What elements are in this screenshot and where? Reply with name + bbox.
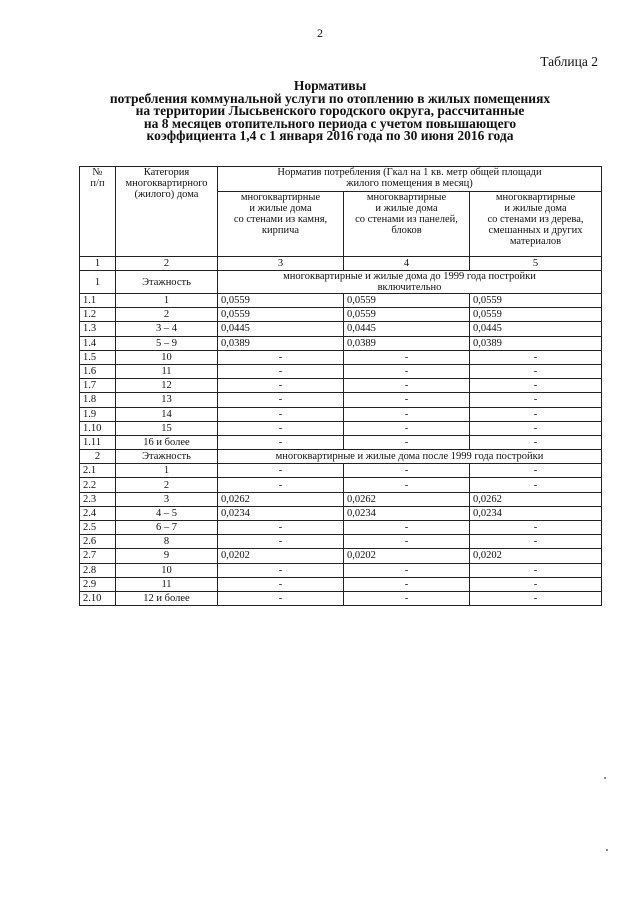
value-stone-brick: -: [218, 421, 344, 435]
value-stone-brick: -: [218, 478, 344, 492]
row-category: 2: [116, 308, 218, 322]
value-stone-brick: -: [218, 464, 344, 478]
value-stone-brick: 0,0559: [218, 308, 344, 322]
row-category: 12 и более: [116, 591, 218, 605]
row-category: 13: [116, 393, 218, 407]
row-category: 9: [116, 549, 218, 563]
value-wood-mixed: -: [470, 535, 602, 549]
row-num: 1.2: [80, 308, 116, 322]
column-number: 1: [80, 257, 116, 271]
scan-speck: [604, 777, 606, 779]
value-stone-brick: 0,0389: [218, 336, 344, 350]
header-num: № п/п: [80, 167, 116, 257]
row-num: 1.11: [80, 435, 116, 449]
table-row: [80, 407, 602, 421]
value-panel-block: 0,0559: [344, 308, 470, 322]
value-wood-mixed: -: [470, 591, 602, 605]
table-row: [80, 549, 602, 563]
value-stone-brick: 0,0262: [218, 492, 344, 506]
title-line: потребления коммунальной услуги по отоплению в жилых помещениях: [109, 90, 551, 106]
value-panel-block: -: [344, 563, 470, 577]
table-row: [80, 294, 602, 308]
row-category: 16 и более: [116, 435, 218, 449]
row-num: 2.5: [80, 521, 116, 535]
column-number-row: [80, 257, 602, 271]
row-category: 14: [116, 407, 218, 421]
value-stone-brick: 0,0234: [218, 506, 344, 520]
row-category: 4 – 5: [116, 506, 218, 520]
value-panel-block: -: [344, 407, 470, 421]
column-number: 2: [116, 257, 218, 271]
row-category: 11: [116, 577, 218, 591]
value-wood-mixed: -: [470, 464, 602, 478]
section-title: [218, 450, 602, 464]
value-wood-mixed: -: [470, 364, 602, 378]
value-stone-brick: -: [218, 379, 344, 393]
row-num: 1.4: [80, 336, 116, 350]
column-number: 4: [344, 257, 470, 271]
row-num: 2.8: [80, 563, 116, 577]
value-wood-mixed: -: [470, 407, 602, 421]
value-panel-block: 0,0445: [344, 322, 470, 336]
table-row: [80, 393, 602, 407]
table-row: [80, 478, 602, 492]
table-row: [80, 464, 602, 478]
value-panel-block: -: [344, 535, 470, 549]
row-num: 2.7: [80, 549, 116, 563]
section-title-line: многоквартирные и жилые дома после 1999 года постройки: [275, 451, 544, 463]
value-wood-mixed: -: [470, 478, 602, 492]
section-category: Этажность: [116, 271, 218, 294]
value-wood-mixed: -: [470, 393, 602, 407]
value-panel-block: 0,0234: [344, 506, 470, 520]
row-num: 2.2: [80, 478, 116, 492]
value-panel-block: 0,0202: [344, 549, 470, 563]
value-wood-mixed: 0,0445: [470, 322, 602, 336]
header-category: Категория многоквартирного (жилого) дома: [116, 167, 218, 257]
row-num: 1.6: [80, 364, 116, 378]
value-stone-brick: -: [218, 521, 344, 535]
value-stone-brick: 0,0445: [218, 322, 344, 336]
row-num: 2.9: [80, 577, 116, 591]
title-line: на 8 месяцев отопительного периода с учетом повышающего: [143, 115, 517, 131]
value-stone-brick: 0,0202: [218, 549, 344, 563]
value-panel-block: -: [344, 379, 470, 393]
row-num: 2.6: [80, 535, 116, 549]
row-category: 11: [116, 364, 218, 378]
title-line: Нормативы: [293, 78, 367, 93]
title-line: коэффициента 1,4 с 1 января 2016 года по 30 июня 2016 года: [146, 128, 514, 143]
value-stone-brick: -: [218, 393, 344, 407]
row-num: 2.10: [80, 591, 116, 605]
value-panel-block: -: [344, 521, 470, 535]
value-wood-mixed: 0,0202: [470, 549, 602, 563]
row-num: 1.3: [80, 322, 116, 336]
table-row: [80, 364, 602, 378]
table-row: [80, 535, 602, 549]
header-col5: многоквартирные и жилые дома со стенами из дерева, смешанных и других материалов: [470, 192, 602, 257]
value-wood-mixed: -: [470, 421, 602, 435]
table-row: [80, 336, 602, 350]
value-wood-mixed: 0,0389: [470, 336, 602, 350]
value-wood-mixed: -: [470, 435, 602, 449]
value-panel-block: -: [344, 350, 470, 364]
row-num: 1.7: [80, 379, 116, 393]
value-wood-mixed: -: [470, 350, 602, 364]
row-category: 3 – 4: [116, 322, 218, 336]
table-row: [80, 492, 602, 506]
value-wood-mixed: 0,0262: [470, 492, 602, 506]
value-stone-brick: -: [218, 364, 344, 378]
scan-speck: [606, 849, 608, 851]
row-category: 6 – 7: [116, 521, 218, 535]
norms-table: [79, 166, 602, 606]
value-panel-block: -: [344, 464, 470, 478]
row-num: 2.1: [80, 464, 116, 478]
value-panel-block: -: [344, 435, 470, 449]
value-stone-brick: -: [218, 563, 344, 577]
table-row: [80, 379, 602, 393]
header-norm: Норматив потребления (Гкал на 1 кв. метр общей площади жилого помещения в месяц): [218, 167, 602, 192]
value-panel-block: -: [344, 421, 470, 435]
value-stone-brick: -: [218, 407, 344, 421]
row-category: 1: [116, 464, 218, 478]
row-num: 1.1: [80, 294, 116, 308]
value-panel-block: -: [344, 577, 470, 591]
table-row: [80, 435, 602, 449]
section-header-row: [80, 450, 602, 464]
row-category: 1: [116, 294, 218, 308]
row-category: 12: [116, 379, 218, 393]
row-category: 8: [116, 535, 218, 549]
row-category: 10: [116, 563, 218, 577]
table-row: [80, 308, 602, 322]
row-category: 5 – 9: [116, 336, 218, 350]
value-wood-mixed: -: [470, 379, 602, 393]
table-row: [80, 577, 602, 591]
value-panel-block: 0,0559: [344, 294, 470, 308]
column-number: 5: [470, 257, 602, 271]
value-wood-mixed: -: [470, 577, 602, 591]
table-label: Таблица 2: [540, 54, 598, 69]
value-panel-block: -: [344, 478, 470, 492]
table-row: [80, 322, 602, 336]
value-stone-brick: -: [218, 591, 344, 605]
value-panel-block: -: [344, 393, 470, 407]
row-num: 1.10: [80, 421, 116, 435]
row-num: 2.3: [80, 492, 116, 506]
table-row: [80, 421, 602, 435]
row-category: 3: [116, 492, 218, 506]
value-stone-brick: -: [218, 535, 344, 549]
title-line: на территории Лысьвенского городского округа, рассчитанные: [135, 103, 525, 118]
value-stone-brick: -: [218, 577, 344, 591]
column-number: 3: [218, 257, 344, 271]
row-category: 2: [116, 478, 218, 492]
value-wood-mixed: 0,0234: [470, 506, 602, 520]
section-num: 2: [80, 450, 116, 464]
row-num: 1.8: [80, 393, 116, 407]
value-wood-mixed: 0,0559: [470, 294, 602, 308]
value-stone-brick: -: [218, 435, 344, 449]
value-panel-block: 0,0262: [344, 492, 470, 506]
section-num: 1: [80, 271, 116, 294]
page-number: 2: [317, 26, 323, 40]
value-panel-block: -: [344, 591, 470, 605]
value-wood-mixed: -: [470, 563, 602, 577]
table-body: [80, 271, 602, 606]
table-row: [80, 521, 602, 535]
value-stone-brick: -: [218, 350, 344, 364]
header-col3: многоквартирные и жилые дома со стенами из камня, кирпича: [218, 192, 344, 257]
value-wood-mixed: 0,0559: [470, 308, 602, 322]
section-title-line: включительно: [377, 282, 442, 293]
section-category: Этажность: [116, 450, 218, 464]
row-num: 2.4: [80, 506, 116, 520]
table-row: [80, 506, 602, 520]
row-category: 15: [116, 421, 218, 435]
value-panel-block: 0,0389: [344, 336, 470, 350]
header-col4: многоквартирные и жилые дома со стенами из панелей, блоков: [344, 192, 470, 257]
row-num: 1.9: [80, 407, 116, 421]
row-num: 1.5: [80, 350, 116, 364]
value-wood-mixed: -: [470, 521, 602, 535]
value-panel-block: -: [344, 364, 470, 378]
table-row: [80, 350, 602, 364]
document-title: [60, 80, 600, 143]
table-row: [80, 591, 602, 605]
value-stone-brick: 0,0559: [218, 294, 344, 308]
section-header-row: [80, 271, 602, 294]
table-row: [80, 563, 602, 577]
section-title: [218, 271, 602, 294]
section-title-line: многоквартирные и жилые дома до 1999 года постройки: [283, 271, 536, 282]
row-category: 10: [116, 350, 218, 364]
